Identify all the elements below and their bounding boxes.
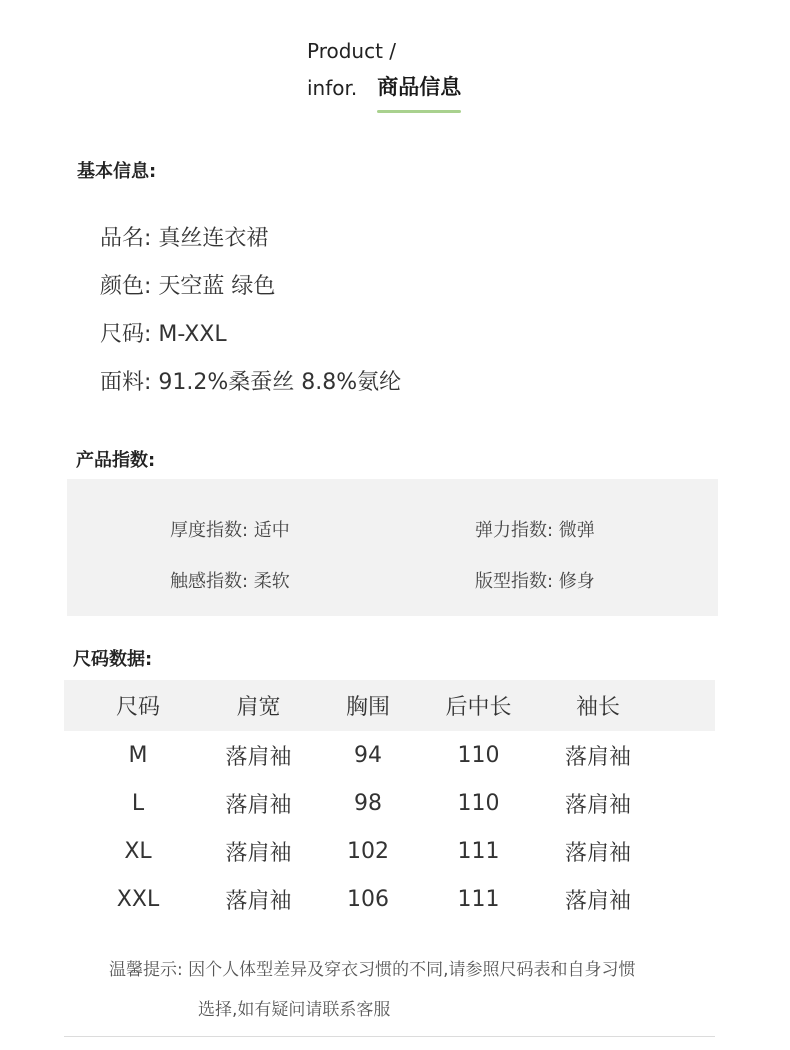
basic-info-title: 基本信息:: [77, 161, 157, 182]
index-thickness: 厚度指数: 适中: [170, 520, 290, 541]
table-cell: 落肩袖: [564, 888, 631, 914]
table-cell: 110: [457, 742, 500, 768]
header-subtitle: [307, 66, 461, 110]
table-cell: 落肩袖: [564, 792, 631, 818]
reminder-line-1: 温馨提示: 因个人体型差异及穿衣习惯的不同,请参照尺码表和自身习惯: [109, 960, 636, 980]
column-header-sleeve: 袖长: [575, 695, 620, 720]
table-cell: 落肩袖: [225, 744, 292, 770]
table-cell: 111: [457, 838, 500, 864]
basic-info-name: 品名: 真丝连衣裙: [100, 226, 269, 251]
column-header-length: 后中长: [445, 695, 512, 720]
bottom-divider: [64, 1036, 715, 1037]
table-cell: 106: [347, 886, 389, 912]
column-header-shoulder: 肩宽: [236, 695, 281, 720]
basic-info-list: [100, 222, 401, 414]
table-cell: 落肩袖: [225, 888, 292, 914]
basic-info-fabric: 面料: 91.2%桑蚕丝 8.8%氨纶: [100, 370, 402, 395]
header-infor-label: infor.: [307, 76, 358, 100]
table-cell: 落肩袖: [225, 840, 292, 866]
size-table-header: [64, 680, 715, 731]
size-table: [64, 680, 715, 923]
table-cell: 落肩袖: [564, 840, 631, 866]
table-cell: 落肩袖: [225, 792, 292, 818]
basic-info-color: 颜色: 天空蓝 绿色: [100, 274, 276, 299]
product-index-title: 产品指数:: [76, 450, 156, 471]
table-cell: XL: [124, 838, 152, 864]
column-header-bust: 胸围: [345, 695, 390, 720]
product-index-panel: [67, 479, 718, 616]
table-row: [64, 779, 715, 827]
table-cell: L: [131, 790, 145, 816]
reminder-note: [64, 950, 715, 1030]
basic-info-size: 尺码: M-XXL: [100, 322, 227, 347]
table-cell: 110: [457, 790, 500, 816]
column-header-size: 尺码: [115, 695, 160, 720]
reminder-line-2: 选择,如有疑问请联系客服: [198, 1000, 391, 1020]
index-touch: 触感指数: 柔软: [170, 571, 290, 592]
page-header: [307, 36, 461, 110]
index-fit: 版型指数: 修身: [475, 571, 595, 592]
table-row: [64, 875, 715, 923]
table-row: [64, 827, 715, 875]
header-cn-title: 商品信息: [377, 65, 461, 111]
table-row: [64, 731, 715, 779]
header-product-label: Product /: [307, 39, 397, 63]
index-elasticity: 弹力指数: 微弹: [475, 520, 595, 541]
table-cell: XXL: [116, 886, 160, 912]
table-cell: M: [128, 742, 148, 768]
table-cell: 94: [354, 742, 382, 768]
table-cell: 111: [457, 886, 500, 912]
size-data-title: 尺码数据:: [73, 649, 153, 670]
table-cell: 落肩袖: [564, 744, 631, 770]
table-cell: 98: [354, 790, 382, 816]
table-cell: 102: [347, 838, 389, 864]
